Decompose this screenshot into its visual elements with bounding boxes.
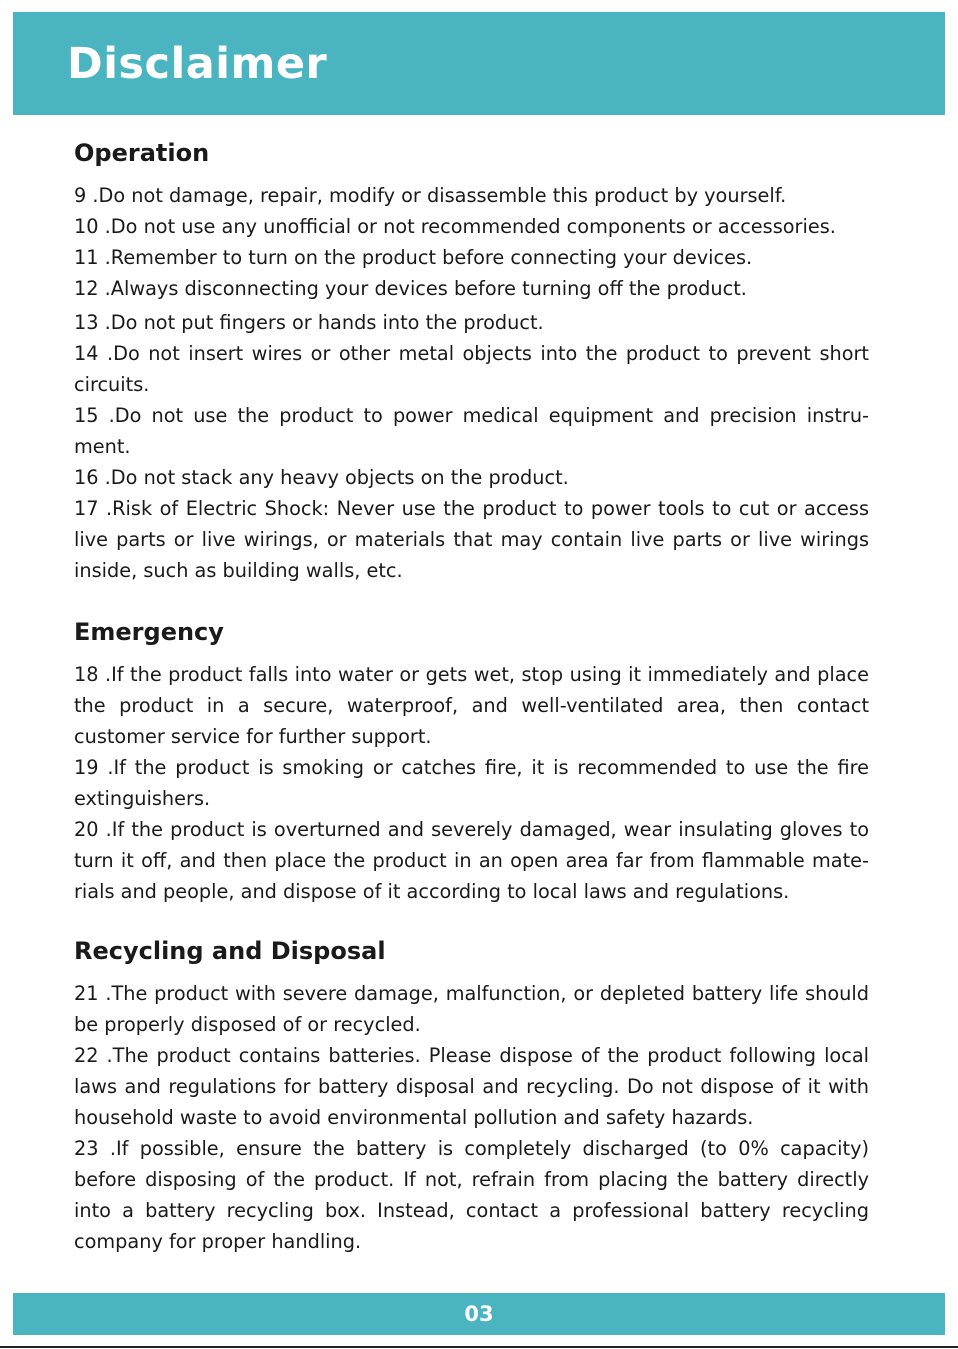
page-number: 03 [464,1302,494,1326]
list-item: 10 .Do not use any unofficial or not recommended components or accessories. [74,215,836,238]
list-item: 21 .The product with severe damage, malfunction, or depleted battery life should be properly disposed of or recycled. [74,982,869,1036]
list-item: 17 .Risk of Electric Shock: Never use the product to power tools to cut or access live parts or live wirings, or materials that may contain live parts or live wirings inside, such as building walls, etc. [74,497,869,582]
section-heading: Operation [74,139,210,167]
list-item: 18 .If the product falls into water or gets wet, stop using it immediately and place the product in a secure, waterproof, and well-ventilated area, then contact customer service for further support. [74,663,869,748]
list-item: 22 .The product contains batteries. Please dispose of the product following local laws and regulations for battery disposal and recycling. Do not dispose of it with household waste to avoid environmental pollution and safety hazards. [74,1044,869,1129]
list-item: 19 .If the product is smoking or catches fire, it is recommended to use the fire extinguishers. [74,756,869,810]
section-heading: Emergency [74,618,224,646]
list-item: 12 .Always disconnecting your devices before turning off the product. [74,277,747,300]
section-recycling [74,936,869,1257]
list-item: 13 .Do not put fingers or hands into the product. [74,311,544,334]
list-item: 11 .Remember to turn on the product before connecting your devices. [74,246,753,269]
list-item: 20 .If the product is overturned and severely damaged, wear insulating gloves to turn it off, and then place the product in an open area far from flammable mate-rials and people, and dispose of it according to local laws and regulations. [74,818,869,903]
footer-bar [13,1293,945,1335]
section-emergency [74,617,869,907]
list-item: 9 .Do not damage, repair, modify or disassemble this product by yourself. [74,184,787,207]
section-heading: Recycling and Disposal [74,937,386,965]
section-operation [74,138,869,586]
list-item: 15 .Do not use the product to power medical equipment and precision instru-ment. [74,404,869,458]
bottom-divider [0,1346,958,1348]
list-item: 16 .Do not stack any heavy objects on the product. [74,466,569,489]
list-item: 14 .Do not insert wires or other metal objects into the product to prevent short circuits. [74,342,869,396]
list-item: 23 .If possible, ensure the battery is completely discharged (to 0% capacity) before disposing of the product. If not, refrain from placing the battery directly into a battery recycling box. Instead, contact a professional battery recycling company for proper handling. [74,1137,869,1253]
header-banner [13,12,945,115]
page-title: Disclaimer [67,38,328,89]
